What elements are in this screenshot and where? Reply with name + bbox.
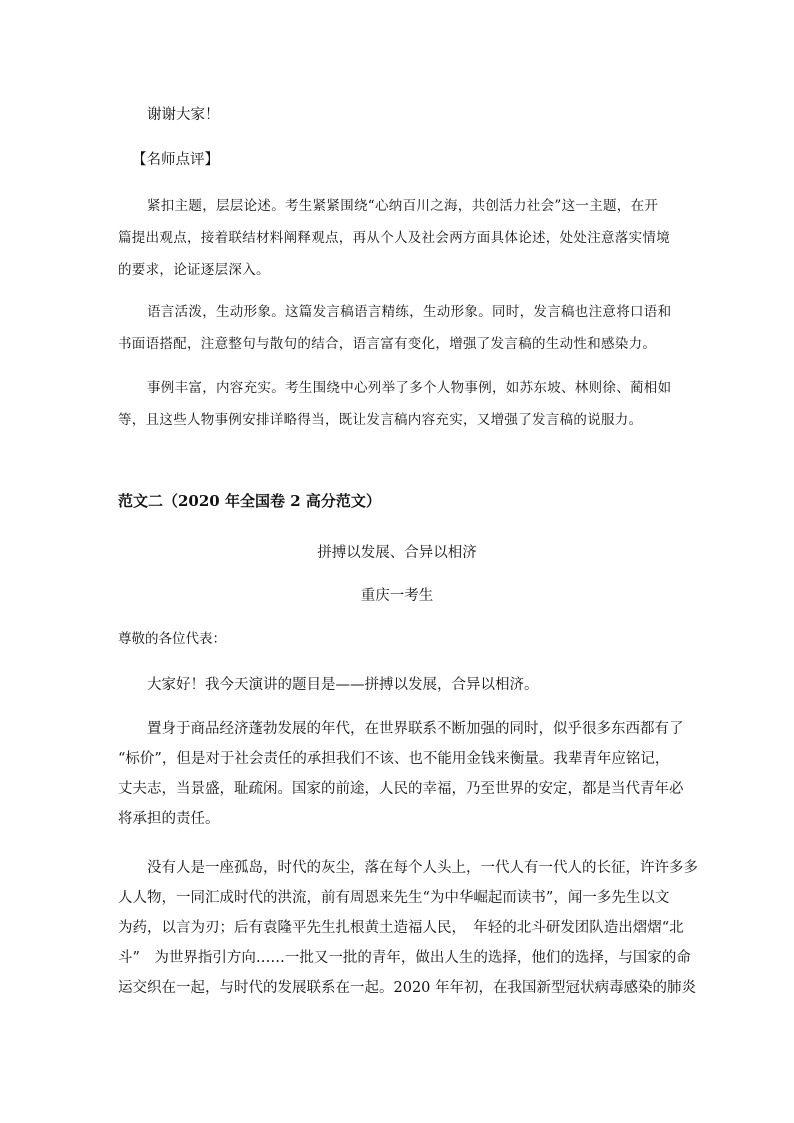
p1-line-1: 置身于商品经济蓬勃发展的年代，在世界联系不断加强的同时，似乎很多东西都有了 <box>147 721 684 737</box>
review-heading: 【名师点评】 <box>132 152 219 168</box>
p1-line-4: 将承担的责任。 <box>118 811 220 827</box>
essay-title: 拼搏以发展、合异以相济 <box>317 545 477 561</box>
review-p1-line-1: 紧扣主题，层层论述。考生紧紧围绕“心纳百川之海，共创活力社会”这一主题，在开 <box>147 198 659 214</box>
p2-line-2: 人人物，一同汇成时代的洪流，前有周恩来先生“为中华崛起而读书”，闻一多先生以文 <box>118 890 670 906</box>
salutation: 尊敬的各位代表： <box>118 631 226 647</box>
p2-line-5: 运交织在一起，与时代的发展联系在一起。2020 年年初，在我国新型冠状病毒感染的肺炎 <box>118 980 697 996</box>
review-p2-line-2: 书面语搭配，注意整句与散句的结合，语言富有变化，增强了发言稿的生动性和感染力。 <box>118 336 657 352</box>
p1-line-3: 丈夫志，当景盛，耻疏闲。国家的前途，人民的幸福，乃至世界的安定，都是当代青年必 <box>118 781 684 797</box>
review-p3-line-2: 等，且这些人物事例安排详略得当，既让发言稿内容充实，又增强了发言稿的说服力。 <box>118 412 643 428</box>
review-p2-line-1: 语言活泼，生动形象。这篇发言稿语言精练，生动形象。同时，发言稿也注意将口语和 <box>147 304 672 320</box>
p2-line-4: 斗” 为世界指引方向……一批又一批的青年，做出人生的选择，他们的选择，与国家的命 <box>118 950 691 966</box>
section-heading: 范文二（2020 年全国卷 2 高分范文） <box>118 492 381 510</box>
intro-paragraph: 大家好！我今天演讲的题目是——拼搏以发展，合异以相济。 <box>147 677 539 693</box>
p1-line-2: “标价”，但是对于社会责任的承担我们不该、也不能用金钱来衡量。我辈青年应铭记， <box>118 751 670 767</box>
essay-author: 重庆一考生 <box>360 588 434 604</box>
p2-line-1: 没有人是一座孤岛，时代的灰尘，落在每个人头上，一代人有一代人的长征，许许多多 <box>147 860 698 876</box>
review-p1-line-3: 的要求，论证逐层深入。 <box>118 262 270 278</box>
review-p1-line-2: 篇提出观点，接着联结材料阐释观点，再从个人及社会两方面具体论述，处处注意落实情境 <box>118 230 670 246</box>
p2-line-3: 为药，以言为刃；后有袁隆平先生扎根黄土造福人民， 年轻的北斗研发团队造出熠熠“北 <box>118 920 684 936</box>
review-p3-line-1: 事例丰富，内容充实。考生围绕中心列举了多个人物事例，如苏东坡、林则徐、蔺相如 <box>147 380 672 396</box>
closing-thanks: 谢谢大家！ <box>147 107 220 123</box>
